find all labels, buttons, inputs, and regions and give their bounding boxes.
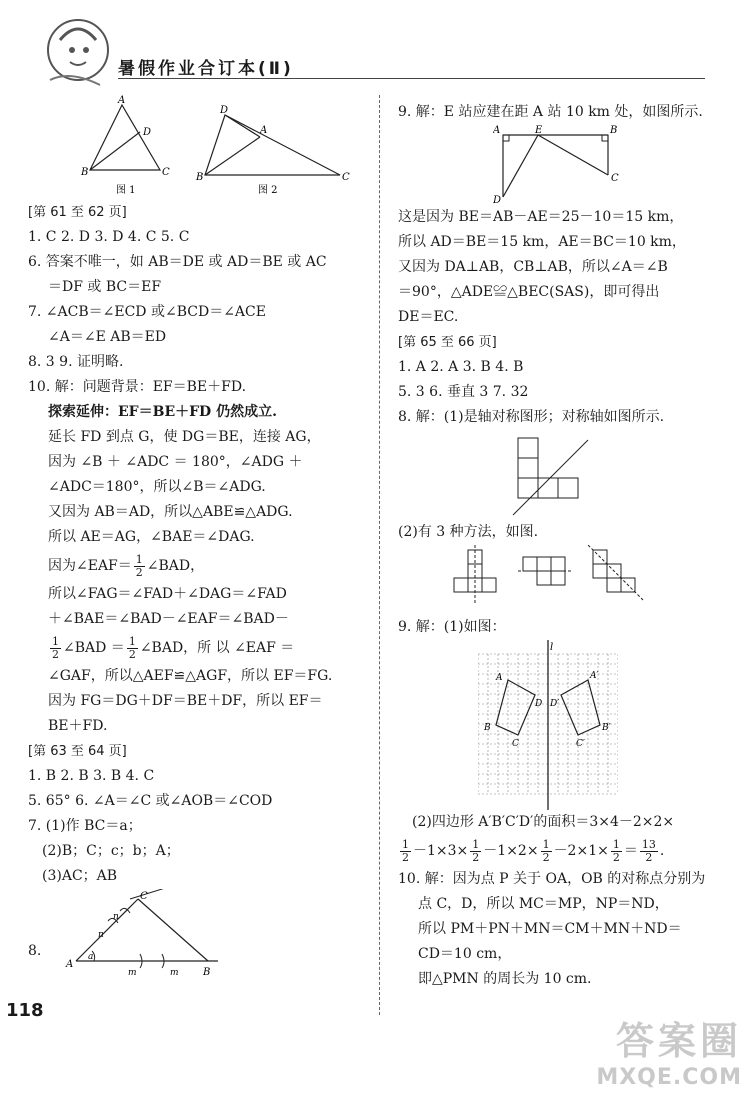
answer-line: 因为∠EAF＝ $\frac{1}{2}$ ∠BAD， — [48, 552, 205, 579]
answer-line: 9. 解：E 站应建在距 A 站 10 km 处，如图所示. — [398, 104, 703, 120]
left-column — [28, 200, 373, 984]
grid-label-c-prime: C′ — [576, 739, 585, 749]
answer-line: 1. B 2. B 3. B 4. C — [28, 768, 155, 784]
answer-line: BE＋FD. — [48, 718, 108, 734]
answer-line: 所以 AE＝AG，∠BAE＝∠DAG. — [48, 529, 255, 545]
construction-figure — [58, 889, 258, 984]
section-heading: [第 63 至 64 页] — [28, 744, 127, 759]
answer-line: 8. 解：(1)是轴对称图形；对称轴如图所示. — [398, 409, 665, 425]
three-methods-figure — [448, 545, 688, 615]
triangle-figures — [70, 95, 370, 200]
answer-line: 探索延伸：EF＝BE＋FD 仍然成立. — [48, 404, 277, 420]
fig1-label-d: D — [143, 127, 152, 138]
fraction: $\frac{1}{2}$ — [542, 837, 550, 864]
fraction: $\frac{13}{2}$ — [641, 837, 656, 864]
fig1-label-c: C — [162, 167, 170, 178]
fig1-label-a: A — [118, 95, 126, 106]
column-divider — [379, 95, 380, 1015]
page-number: 118 — [6, 1000, 44, 1021]
fig8-label-n: n — [113, 912, 119, 922]
fig8-label-a-angle: a — [88, 952, 94, 962]
answer-line: ＋∠BAE＝∠BAD－∠EAF＝∠BAD－ — [48, 611, 289, 627]
mascot-logo-icon — [40, 10, 120, 90]
answer-line: DE＝EC. — [398, 309, 459, 325]
section-heading: [第 65 至 66 页] — [398, 335, 497, 350]
answer-line: 9. 解：(1)如图： — [398, 619, 506, 635]
answer-line: $\frac{1}{2}$ －1×3× $\frac{1}{2}$ －1×2× $\frac{1}{2}$ －2×1× $\frac{1}{2}$ ＝ $\frac{13}{2}$ . — [402, 837, 665, 864]
reflection-grid-figure — [478, 640, 618, 810]
fig9-label-b: B — [610, 125, 618, 136]
fig1-caption: 图 1 — [116, 185, 136, 196]
answer-line: 点 C，D，所以 MC＝MP，NP＝ND， — [418, 896, 669, 912]
grid-label-l: l — [550, 642, 554, 653]
grid-label-d-prime: D′ — [550, 699, 560, 709]
fig9-label-d: D — [493, 195, 502, 205]
fraction: $\frac{1}{2}$ — [612, 837, 620, 864]
answer-line: 8. — [28, 943, 42, 959]
watermark — [596, 1010, 742, 1090]
answer-line: ∠A＝∠E AB＝ED — [48, 329, 167, 345]
grid-label-a-prime: A′ — [590, 671, 599, 681]
fig2-label-b: B — [196, 172, 204, 183]
answer-line: 8. 3 9. 证明略. — [28, 354, 124, 370]
grid-label-c: C — [512, 739, 519, 749]
answer-line: (2)四边形 A′B′C′D′的面积＝3×4－2×2× — [412, 814, 675, 830]
fig9-label-c: C — [611, 173, 619, 184]
answer-line: 10. 解：因为点 P 关于 OA，OB 的对称点分别为 — [398, 871, 706, 887]
answer-line: 5. 65° 6. ∠A＝∠C 或∠AOB＝∠COD — [28, 793, 273, 809]
fraction: $\frac{1}{2}$ — [402, 837, 409, 864]
fig8-label-c: C — [140, 891, 148, 902]
answer-line: 10. 解：问题背景：EF＝BE＋FD. — [28, 379, 247, 395]
page-header — [0, 0, 750, 95]
answer-line: 因为 FG＝DG＋DF＝BE＋DF，所以 EF＝ — [48, 693, 323, 709]
answer-line: 5. 3 6. 垂直 3 7. 32 — [398, 384, 529, 400]
answer-line: CD＝10 cm， — [418, 946, 512, 962]
symmetry-figure-row — [398, 430, 718, 520]
answer-line: $\frac{1}{2}$ ∠BAD ＝ $\frac{1}{2}$ ∠BAD，所 以 ∠EAF ＝ — [52, 634, 295, 661]
fraction: $\frac{1}{2}$ — [472, 837, 480, 864]
section-heading: [第 61 至 62 页] — [28, 205, 127, 220]
fraction: $\frac{1}{2}$ — [52, 634, 59, 661]
answer-line: 即△PMN 的周长为 10 cm. — [418, 971, 592, 987]
fig1-label-b: B — [81, 167, 89, 178]
fig2-caption: 图 2 — [258, 185, 278, 196]
watermark-line-1: 答案圈 — [615, 1019, 742, 1063]
answer-line: (2)有 3 种方法，如图. — [398, 524, 539, 540]
grid-label-d: D — [535, 699, 543, 709]
watermark-line-2: MXQE.COM — [596, 1065, 742, 1090]
figure-8-row — [28, 889, 373, 984]
figure-9-row — [398, 125, 718, 205]
fig2-label-d: D — [220, 105, 229, 116]
header-title: 暑假作业合订本(Ⅱ) — [118, 59, 294, 79]
answer-line: ∠ADC＝180°，所以∠B＝∠ADG. — [48, 479, 266, 495]
answer-line: 所以 PM＋PN＋MN＝CM＋MN＋ND＝ — [418, 921, 682, 937]
fig8-label-n: n — [98, 930, 104, 940]
grid-label-b-prime: B′ — [602, 723, 611, 733]
answer-line: (3)AC；AB — [42, 868, 118, 884]
answer-line: ∠GAF，所以△AEF≌△AGF，所以 EF＝FG. — [48, 668, 333, 684]
fraction: $\frac{1}{2}$ — [128, 634, 136, 661]
header-rule — [118, 78, 705, 79]
answer-line: 7. (1)作 BC＝a； — [28, 818, 142, 834]
answer-line: 1. C 2. D 3. D 4. C 5. C — [28, 229, 190, 245]
fraction: $\frac{1}{2}$ — [135, 552, 143, 579]
answer-line: ＝90°，△ADE≌△BEC(SAS)，即可得出 — [398, 284, 660, 300]
answer-line: 7. ∠ACB＝∠ECD 或∠BCD＝∠ACE — [28, 304, 266, 320]
answer-line: 1. A 2. A 3. B 4. B — [398, 359, 524, 375]
fig2-label-c: C — [342, 172, 350, 183]
fig9-label-e: E — [535, 125, 543, 136]
fig8-label-m: m — [128, 968, 137, 978]
station-figure — [493, 125, 623, 205]
answer-line: 这是因为 BE＝AB－AE＝25－10＝15 km， — [398, 209, 684, 225]
figure-2 — [195, 105, 350, 196]
fig9-label-a: A — [493, 125, 501, 136]
fig8-label-m: m — [170, 968, 179, 978]
fig2-label-a: A — [260, 125, 268, 136]
answer-line: 6. 答案不唯一，如 AB＝DE 或 AD＝BE 或 AC — [28, 254, 327, 270]
grid-label-b: B — [484, 723, 491, 733]
methods-figure-row — [398, 545, 718, 615]
grid-figure-row — [398, 640, 718, 810]
answer-line: 延长 FD 到点 G，使 DG＝BE，连接 AG， — [48, 429, 321, 445]
fig8-label-a: A — [66, 959, 74, 970]
figure-1 — [80, 95, 170, 196]
symmetry-axis-figure — [508, 430, 628, 520]
answer-line: (2)B；C；c；b；A； — [42, 843, 180, 859]
answer-line: 因为 ∠B ＋ ∠ADC ＝ 180°，∠ADG ＋ — [48, 454, 303, 470]
answer-line: 又因为 DA⊥AB，CB⊥AB，所以∠A＝∠B — [398, 259, 668, 275]
fig8-label-b: B — [203, 967, 211, 978]
right-column — [398, 100, 718, 992]
answer-line: 又因为 AB＝AD，所以△ABE≌△ADG. — [48, 504, 293, 520]
answer-line: ＝DF 或 BC＝EF — [48, 279, 162, 295]
answer-line: 所以∠FAG＝∠FAD＋∠DAG＝∠FAD — [48, 586, 287, 602]
grid-label-a: A — [496, 673, 503, 683]
answer-line: 所以 AD＝BE＝15 km，AE＝BC＝10 km， — [398, 234, 686, 250]
